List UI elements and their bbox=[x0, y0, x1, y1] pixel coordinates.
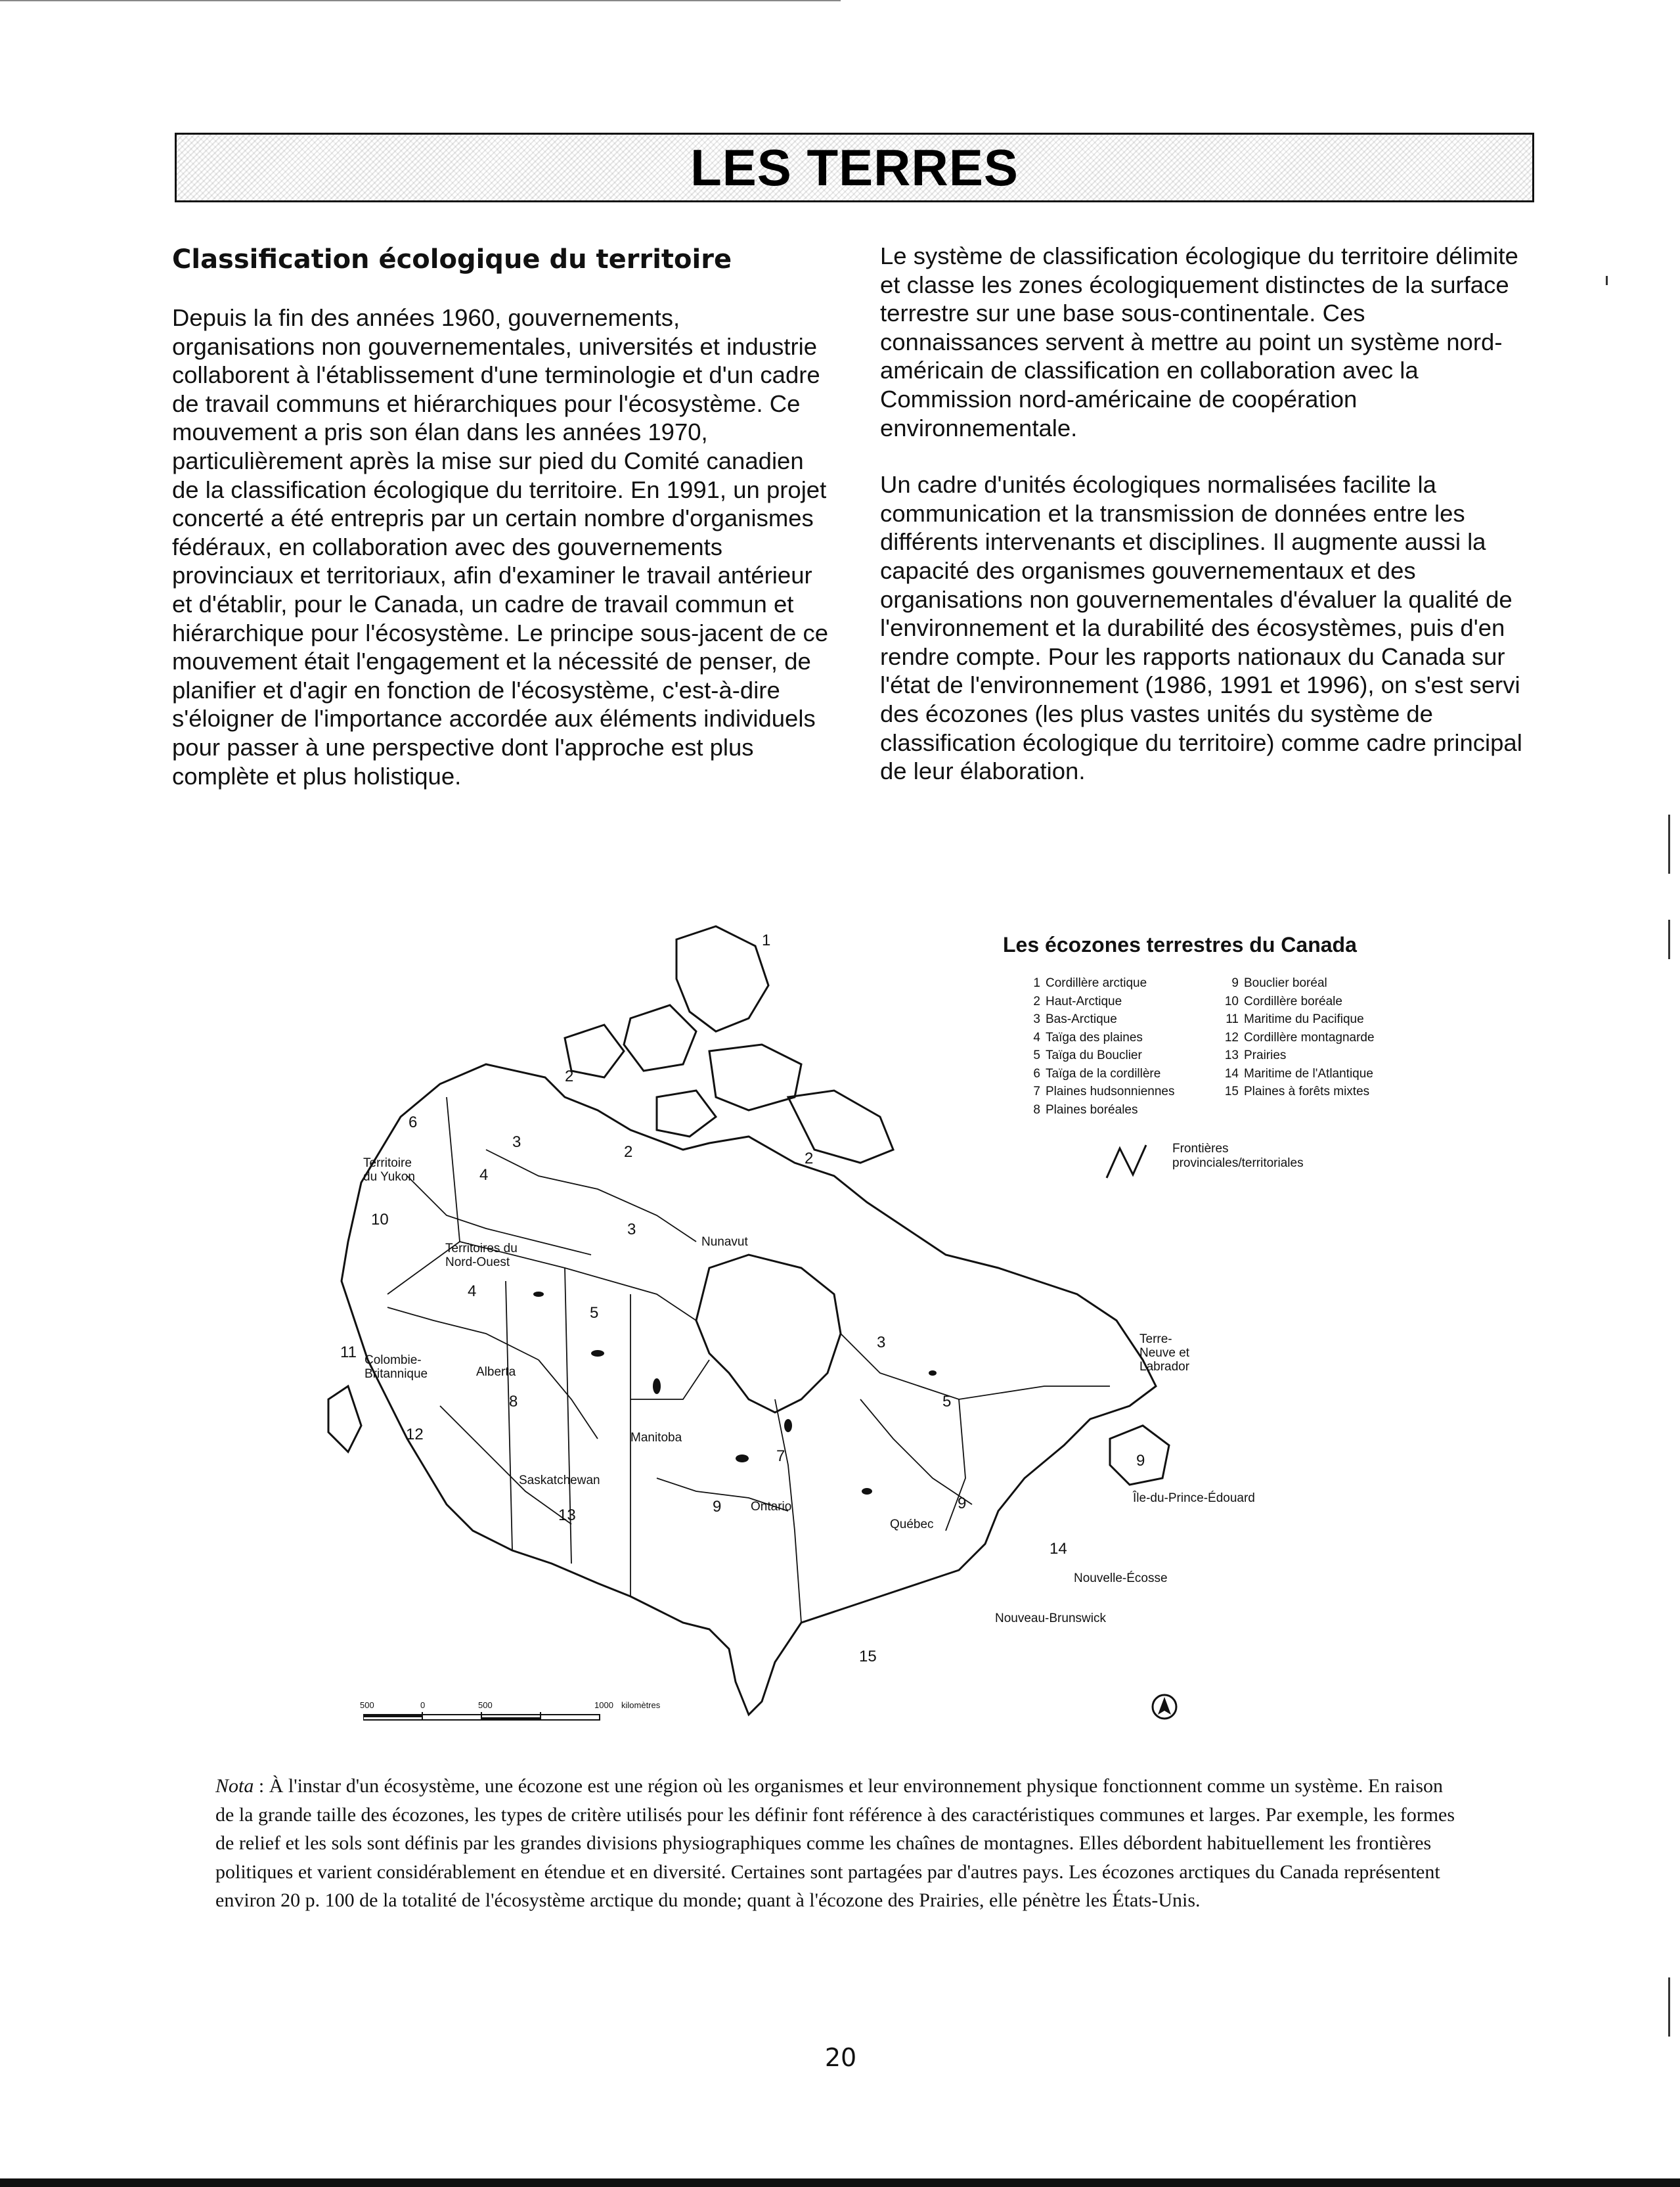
zone-number: 1 bbox=[762, 932, 771, 949]
note-text: : À l'instar d'un écosystème, une écozone est une région où les organismes et leur environnement physique fonctionnent comme un système. En raison de la grande taille des écozones, les types de critère utilisés pour les définir font référence à des caractéristiques communes et larges. Par exemple, les formes de relief et les sols sont définis par les grandes divisions physiographiques comme les chaînes de montagnes. Elles débordent habituellement les frontières politiques et varient considérablement en étendue et en diversité. Certaines sont partagées par d'autres pays. Les écozones arctiques du Canada représentent environ 20 p. 100 de la totalité de l'écosystème arctique du monde; quant à l'écozone des Prairies, elle pénètre les États-Unis. bbox=[215, 1775, 1455, 1912]
label-quebec: Québec bbox=[890, 1518, 934, 1531]
zone-number: 5 bbox=[590, 1304, 599, 1322]
legend-item: 11 Maritime du Pacifique bbox=[1226, 1012, 1364, 1026]
zone-number: 9 bbox=[713, 1498, 722, 1516]
legend-item: 15 Plaines à forêts mixtes bbox=[1224, 1085, 1370, 1098]
legend-item: 14 Maritime de l'Atlantique bbox=[1224, 1066, 1373, 1081]
section-heading: Classification écologique du territoire bbox=[172, 244, 732, 275]
scan-mark bbox=[1668, 1977, 1670, 2037]
legend-item: 10 Cordillère boréale bbox=[1224, 994, 1342, 1008]
scan-mark bbox=[1606, 276, 1608, 285]
scan-mark bbox=[1668, 920, 1670, 959]
border-legend-icon bbox=[1103, 1142, 1149, 1181]
zone-number: 3 bbox=[512, 1133, 521, 1151]
legend-right bbox=[1223, 974, 1375, 1101]
scale-unit: kilomètres bbox=[621, 1700, 661, 1710]
zone-number: 8 bbox=[509, 1393, 518, 1410]
page-number: 20 bbox=[824, 2043, 857, 2072]
legend-item: 4 Taïga des plaines bbox=[1033, 1030, 1143, 1045]
zone-number: 4 bbox=[479, 1166, 489, 1184]
zone-number: 6 bbox=[409, 1114, 418, 1131]
legend-item: 13 Prairies bbox=[1224, 1048, 1287, 1062]
right-column bbox=[880, 242, 1530, 814]
label-nfld: Terre-Neuve et Labrador bbox=[1139, 1332, 1190, 1374]
zone-number: 2 bbox=[565, 1068, 574, 1085]
zone-number: 9 bbox=[1136, 1452, 1145, 1470]
north-arrow-icon bbox=[1151, 1694, 1178, 1720]
zone-number: 3 bbox=[627, 1221, 636, 1238]
label-ns: Nouvelle-Écosse bbox=[1074, 1571, 1168, 1585]
label-manitoba: Manitoba bbox=[630, 1431, 682, 1445]
zone-number: 13 bbox=[558, 1506, 576, 1524]
legend-item: 8 Plaines boréales bbox=[1033, 1102, 1138, 1117]
map-title: Les écozones terrestres du Canada bbox=[1003, 933, 1357, 957]
left-column bbox=[172, 304, 829, 819]
scale-label: 500 bbox=[478, 1700, 493, 1710]
zone-number: 10 bbox=[371, 1211, 389, 1229]
legend-item: 6 Taïga de la cordillère bbox=[1033, 1066, 1161, 1081]
zone-number: 4 bbox=[468, 1282, 477, 1300]
legend-item: 12 Cordillère montagnarde bbox=[1224, 1030, 1375, 1045]
scan-mark bbox=[1668, 815, 1670, 874]
label-pei: Île-du-Prince-Édouard bbox=[1133, 1491, 1255, 1505]
zone-number: 12 bbox=[406, 1426, 424, 1443]
label-nwt: Territoires du Nord-Ouest bbox=[445, 1242, 518, 1269]
label-nb: Nouveau-Brunswick bbox=[995, 1612, 1106, 1625]
banner-title: LES TERRES bbox=[690, 139, 1019, 196]
zone-number: 7 bbox=[776, 1447, 785, 1465]
section-banner bbox=[175, 133, 1534, 202]
right-paragraph-2: Un cadre d'unités écologiques normalisées facilite la communication et la transmission de données entre les différents intervenants et disciplines. Il augmente aussi la capacité des organismes gouvernementaux et des organisations non gouvernementales d'évaluer la qualité de l'environnement et la durabilité des écosystèmes, puis d'en rendre compte. Pour les rapports nationaux du Canada sur l'état de l'environnement (1986, 1991 et 1996), on s'est servi des écozones (les plus vastes unités du système de classification écologique du territoire) comme cadre principal de leur élaboration. bbox=[880, 471, 1522, 785]
zone-number: 11 bbox=[340, 1343, 357, 1361]
label-ontario: Ontario bbox=[751, 1500, 792, 1514]
zone-number: 3 bbox=[877, 1334, 886, 1351]
zone-number: 9 bbox=[958, 1495, 967, 1512]
zone-number: 15 bbox=[859, 1648, 877, 1665]
note-lead: Nota bbox=[215, 1775, 254, 1797]
map-note bbox=[215, 1772, 1463, 1915]
scale-label: 500 bbox=[360, 1700, 374, 1710]
legend-item: 2 Haut-Arctique bbox=[1033, 994, 1122, 1008]
scale-bar bbox=[363, 1702, 665, 1728]
left-paragraph: Depuis la fin des années 1960, gouvernements, organisations non gouvernementales, universités et industrie collaborent à l'établissement d'une terminologie et d'un cadre de travail communs et hiérarchiques pour l'écosystème. Ce mouvement a pris son élan dans les années 1970, particulièrement après la mise sur pied du Comité canadien de la classification écologique du territoire. En 1991, un projet concerté a été entrepris par un certain nombre d'organismes fédéraux, en collaboration avec des gouvernements provinciaux et territoriaux, afin d'examiner le travail antérieur et d'établir, pour le Canada, un cadre de travail commun et hiérarchique pour l'écosystème. Le principe sous-jacent de ce mouvement était l'engagement et la nécessité de penser, de planifier et d'agir en fonction de l'écosystème, c'est-à-dire s'éloigner de l'importance accordée aux éléments individuels pour passer à une perspective dont l'approche est plus complète et plus holistique. bbox=[172, 304, 829, 790]
border-legend-label: Frontières provinciales/territoriales bbox=[1172, 1142, 1304, 1170]
zone-number: 2 bbox=[805, 1150, 814, 1167]
label-nunavut: Nunavut bbox=[701, 1235, 748, 1249]
label-yukon: Territoire du Yukon bbox=[363, 1156, 415, 1184]
scale-label: 0 bbox=[420, 1700, 426, 1710]
legend-item: 5 Taïga du Bouclier bbox=[1033, 1048, 1142, 1062]
bottom-rule bbox=[0, 2178, 1680, 2187]
label-alberta: Alberta bbox=[476, 1365, 516, 1379]
zone-number: 2 bbox=[624, 1143, 633, 1161]
legend-left bbox=[1025, 974, 1175, 1119]
zone-number: 14 bbox=[1050, 1540, 1067, 1558]
scale-label: 1000 bbox=[594, 1700, 613, 1710]
legend-item: 3 Bas-Arctique bbox=[1033, 1012, 1117, 1026]
label-bc: Colombie-Britannique bbox=[365, 1353, 428, 1381]
legend-item: 1 Cordillère arctique bbox=[1033, 976, 1147, 990]
top-rule bbox=[0, 0, 841, 1]
legend-item: 9 Bouclier boréal bbox=[1231, 976, 1327, 990]
right-paragraph-1: Le système de classification écologique du territoire délimite et classe les zones écologiquement distinctes de la surface terrestre sur une base sous-continentale. Ces connaissances servent à mettre au point un système nord-américain de classification en collaboration avec la Commission nord-américaine de coopération environnementale. bbox=[880, 242, 1518, 441]
label-saskatchewan: Saskatchewan bbox=[519, 1474, 600, 1487]
zone-number: 5 bbox=[942, 1393, 952, 1410]
legend-item: 7 Plaines hudsonniennes bbox=[1033, 1085, 1175, 1098]
